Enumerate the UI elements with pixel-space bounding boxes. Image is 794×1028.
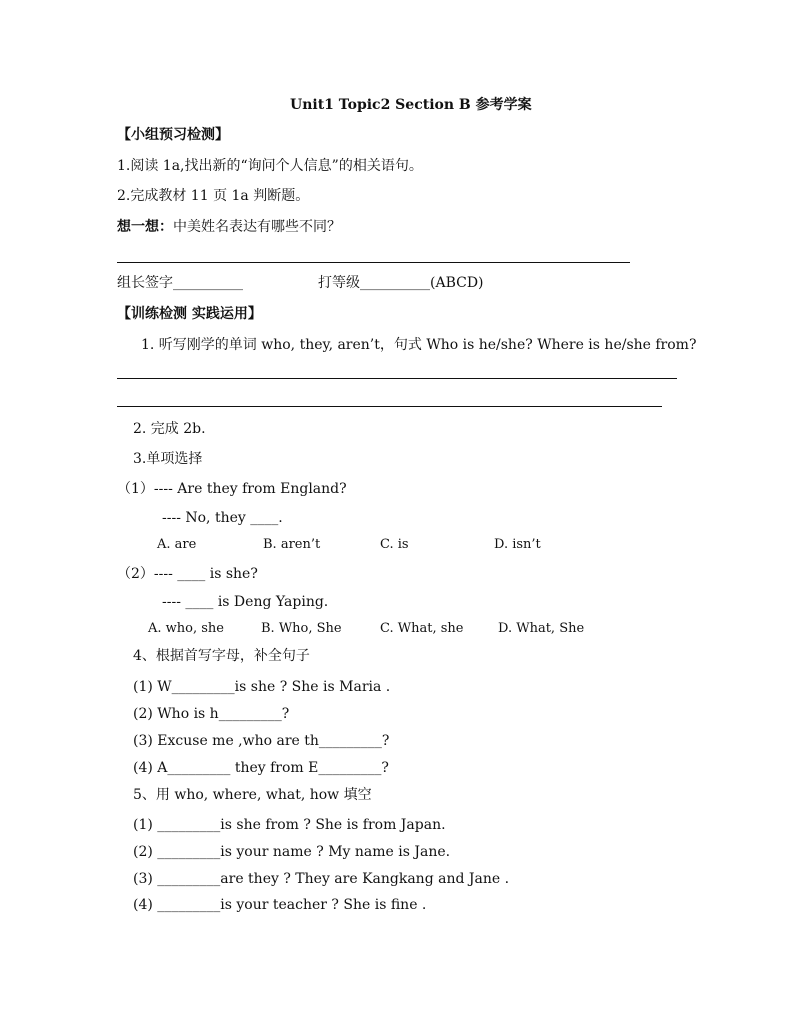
page-title: Unit1 Topic2 Section B 参考学案 xyxy=(290,97,532,113)
practice-q4-title: 4、根据首写字母，补全句子 xyxy=(133,648,310,664)
q5-item-4: (4) _________is your teacher ? She is fine . xyxy=(133,897,427,913)
q4-item-1: (1) W_________is she ? She is Maria . xyxy=(133,679,391,695)
section-header-practice: 【训练检测 实践运用】 xyxy=(117,306,262,322)
mc2-option-b: B. Who, She xyxy=(261,621,342,636)
q4-item-2: (2) Who is h_________? xyxy=(133,706,290,722)
q5-item-3: (3) _________are they ? They are Kangkang and Jane . xyxy=(133,871,510,887)
q4-item-4: (4) A_________ they from E_________? xyxy=(133,760,389,776)
practice-q1: 1. 听写刚学的单词 who, they, aren’t，句式 Who is he/she? Where is he/she from? xyxy=(141,337,697,353)
practice-q5-title: 5、用 who, where, what, how 填空 xyxy=(133,787,372,803)
answer-line xyxy=(117,262,630,263)
mc2-option-d: D. What, She xyxy=(498,621,585,636)
think-line xyxy=(117,218,341,236)
preview-item-2: 2.完成教材 11 页 1a 判断题。 xyxy=(117,188,310,204)
mc1-answer-line: ---- No, they ____. xyxy=(162,510,283,526)
mc2-option-a: A. who, she xyxy=(148,621,224,636)
think-text: 中美姓名表达有哪些不同？ xyxy=(173,219,341,235)
section-header-preview: 【小组预习检测】 xyxy=(117,127,229,143)
q5-item-2: (2) _________is your name ? My name is Jane. xyxy=(133,844,451,860)
mc2-question: （2）---- ____ is she? xyxy=(117,566,258,582)
preview-item-1: 1.阅读 1a,找出新的“询问个人信息”的相关语句。 xyxy=(117,158,423,174)
leader-sign: 组长签字__________ xyxy=(117,275,243,291)
mc1-option-d: D. isn’t xyxy=(494,537,541,552)
practice-q2: 2. 完成 2b. xyxy=(133,421,206,437)
q4-item-3: (3) Excuse me ,who are th_________? xyxy=(133,733,390,749)
mc1-question: （1）---- Are they from England? xyxy=(117,481,347,497)
grade-field: 打等级__________(ABCD) xyxy=(318,275,484,291)
practice-q3-title: 3.单项选择 xyxy=(133,451,203,467)
mc1-option-b: B. aren’t xyxy=(263,537,321,552)
answer-line xyxy=(117,406,662,407)
answer-line xyxy=(117,378,677,379)
q5-item-1: (1) _________is she from ? She is from Japan. xyxy=(133,817,446,833)
mc2-option-c: C. What, she xyxy=(380,621,464,636)
mc2-answer-line: ---- ____ is Deng Yaping. xyxy=(162,594,329,610)
think-label: 想一想： xyxy=(117,219,173,235)
mc1-option-c: C. is xyxy=(380,537,409,552)
mc1-option-a: A. are xyxy=(157,537,197,552)
